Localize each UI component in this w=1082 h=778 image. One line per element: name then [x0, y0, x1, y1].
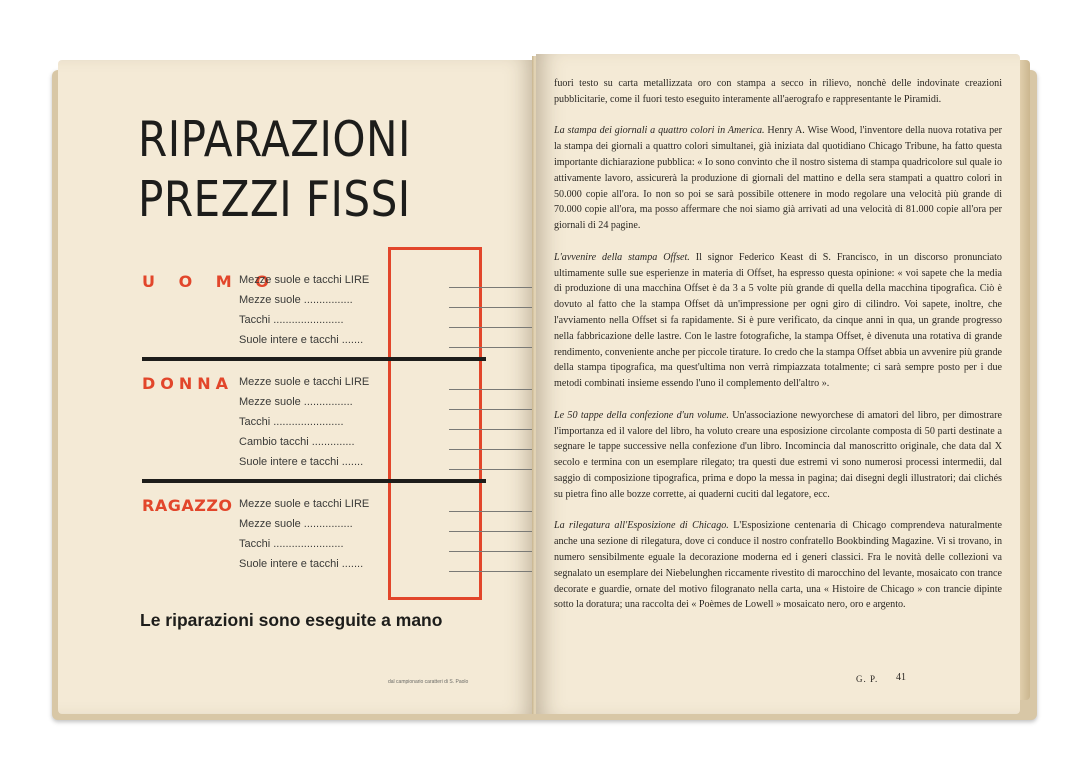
paragraph	[554, 76, 1002, 108]
right-page	[536, 54, 1020, 714]
paragraph	[554, 408, 1002, 503]
title-line-2: PREZZI FISSI	[138, 171, 411, 228]
category-uomo: U O M O	[142, 272, 278, 291]
footline: Le riparazioni sono eseguite a mano	[140, 610, 443, 630]
paragraph-body: L'Esposizione centenaria di Chicago comprendeva naturalmente anche una sezione di rilegatura, dove ci conduce il nostro confratello Bookbinding Magazine. Vi si trovano, in numero sensibilmente eguale la decorazione moderna ed i generi classici. Fra le novità delle collezioni va segnalato un esemplare dei Niebelunghen riccamente rivestito di marocchino del levante, mosaicato con trance decorate e guardie, ornate del motivo filogranato nella carta, una « Histoire de Chicago » con trancie dipinte sotto la doratura; una raccolta dei « Poèmes de Lowell » mosaicato nero, oro e argento.	[554, 520, 1002, 611]
title-line-1: RIPARAZIONI	[138, 111, 411, 168]
price-row-label: Mezze suole ................	[239, 294, 353, 306]
type-credit: dal campionario caratteri di S. Paolo	[388, 679, 469, 685]
paragraph-body: Il signor Federico Keast di S. Francisco, in un discorso pronunciato ultimamente sulle sue esperienze in materia di Offset, ha espresso questa opinione: « voi sapete che la media di produzione di una macchina Offset è da 3 a 5 volte più grande di quella della macchina tipografica. Ciò è dovuto al fatto che la stampa Offset dà un'impressione per ogni giro di cilindro. Voi sapete, inoltre, che l'avviamento nella Offset si fa rapidamente. Si è pure verificato, da cinque anni in qua, un grande progresso nella fabbricazione delle lastre. Con le lastre fotografiche, la stampa Offset, è divenuta una rotativa di grande rendimento, conveniente anche per piccole tirature. Io credo che la stampa Offset abbia un avvenire più grande della stampa tipografica, ma quest'ultima non verrà rimpiazzata totalmente; ci sarà sempre posto per i due metodi combinati insieme essendo l'uno il complemento dell'altro ».	[554, 251, 1002, 390]
paragraph-heading: Le 50 tappe della confezione d'un volume.	[554, 409, 729, 421]
price-row-label: Suole intere e tacchi .......	[239, 456, 364, 468]
price-row-label: Tacchi .......................	[239, 314, 344, 326]
price-row-label: Mezze suole e tacchi LIRE	[239, 498, 370, 510]
paragraph-heading: La rilegatura all'Esposizione di Chicago.	[554, 520, 729, 532]
page-number: 41	[896, 672, 906, 683]
article-text	[554, 76, 1002, 629]
paragraph-body: Un'associazione newyorchese di amatori del libro, per dimostrare l'importanza ed il valore del libro, ha voluto creare una esposizione circolante composta di 50 parti destinate a segnare le tappe successive nella confezione d'un libro. Incomincia dal manoscritto originale, che data dal X secolo e termina con un esemplare rilegato; tra questi due estremi vi sono numerosi processi intermedii, dal saggio di composizione tipografica, prima e dopo la messa in pagina; dai disegni degli illustratori; dai clichés su pietra fino alle bozze corrette, ai quaderni cuciti dal legatore, ecc.	[554, 409, 1002, 500]
section-divider	[142, 357, 486, 361]
category-ragazzo: RAGAZZO	[142, 496, 233, 515]
price-row-label: Tacchi .......................	[239, 538, 344, 550]
paragraph-heading: La stampa dei giornali a quattro colori in America.	[554, 125, 765, 137]
paragraph	[554, 518, 1002, 613]
left-page	[58, 60, 534, 714]
paragraph	[554, 250, 1002, 392]
price-row-label: Suole intere e tacchi .......	[239, 558, 364, 570]
section-divider	[142, 479, 486, 483]
paragraph-heading: L'avvenire della stampa Offset.	[554, 251, 690, 263]
price-row-label: Mezze suole e tacchi LIRE	[239, 376, 370, 388]
author-signature: G. P.	[856, 674, 879, 684]
paragraph-body: fuori testo su carta metallizzata oro con stampa a secco in rilievo, nonchè delle indovinate creazioni pubblicitarie, come il fuori testo eseguito interamente all'aerografo e rappresentante le Piramidi.	[554, 78, 1002, 105]
paragraph-body: Henry A. Wise Wood, l'inventore della nuova rotativa per la stampa dei giornali a quattro colori simultanei, già iniziata dal quotidiano Chicago Tribune, ha fatto questa importante dichiarazione pubblica: « Io sono convinto che il nostro sistema di stampa quadricolore sul quale io attivamente lavoro, assicurerà la produzione di giornali del mattino e della sera stampati a quattro colori in 50.000 copie all'ora. Io non so poi se sarà possibile ottenere in modo regolare una velocità più grande di 70.000 copie all'ora, ma posso affermare che noi siamo già arrivati ad una velocità di 81.000 copie all'ora per giornali di 24 pagine.	[554, 125, 1002, 232]
paragraph	[554, 123, 1002, 234]
price-row-label: Cambio tacchi ..............	[239, 436, 355, 448]
page-title	[138, 110, 411, 230]
price-row-label: Tacchi .......................	[239, 416, 344, 428]
price-row-label: Suole intere e tacchi .......	[239, 334, 364, 346]
category-donna: DONNA	[142, 374, 234, 393]
price-column-box	[388, 247, 482, 600]
price-row-label: Mezze suole ................	[239, 518, 353, 530]
price-row-label: Mezze suole e tacchi LIRE	[239, 274, 370, 286]
price-row-label: Mezze suole ................	[239, 396, 353, 408]
